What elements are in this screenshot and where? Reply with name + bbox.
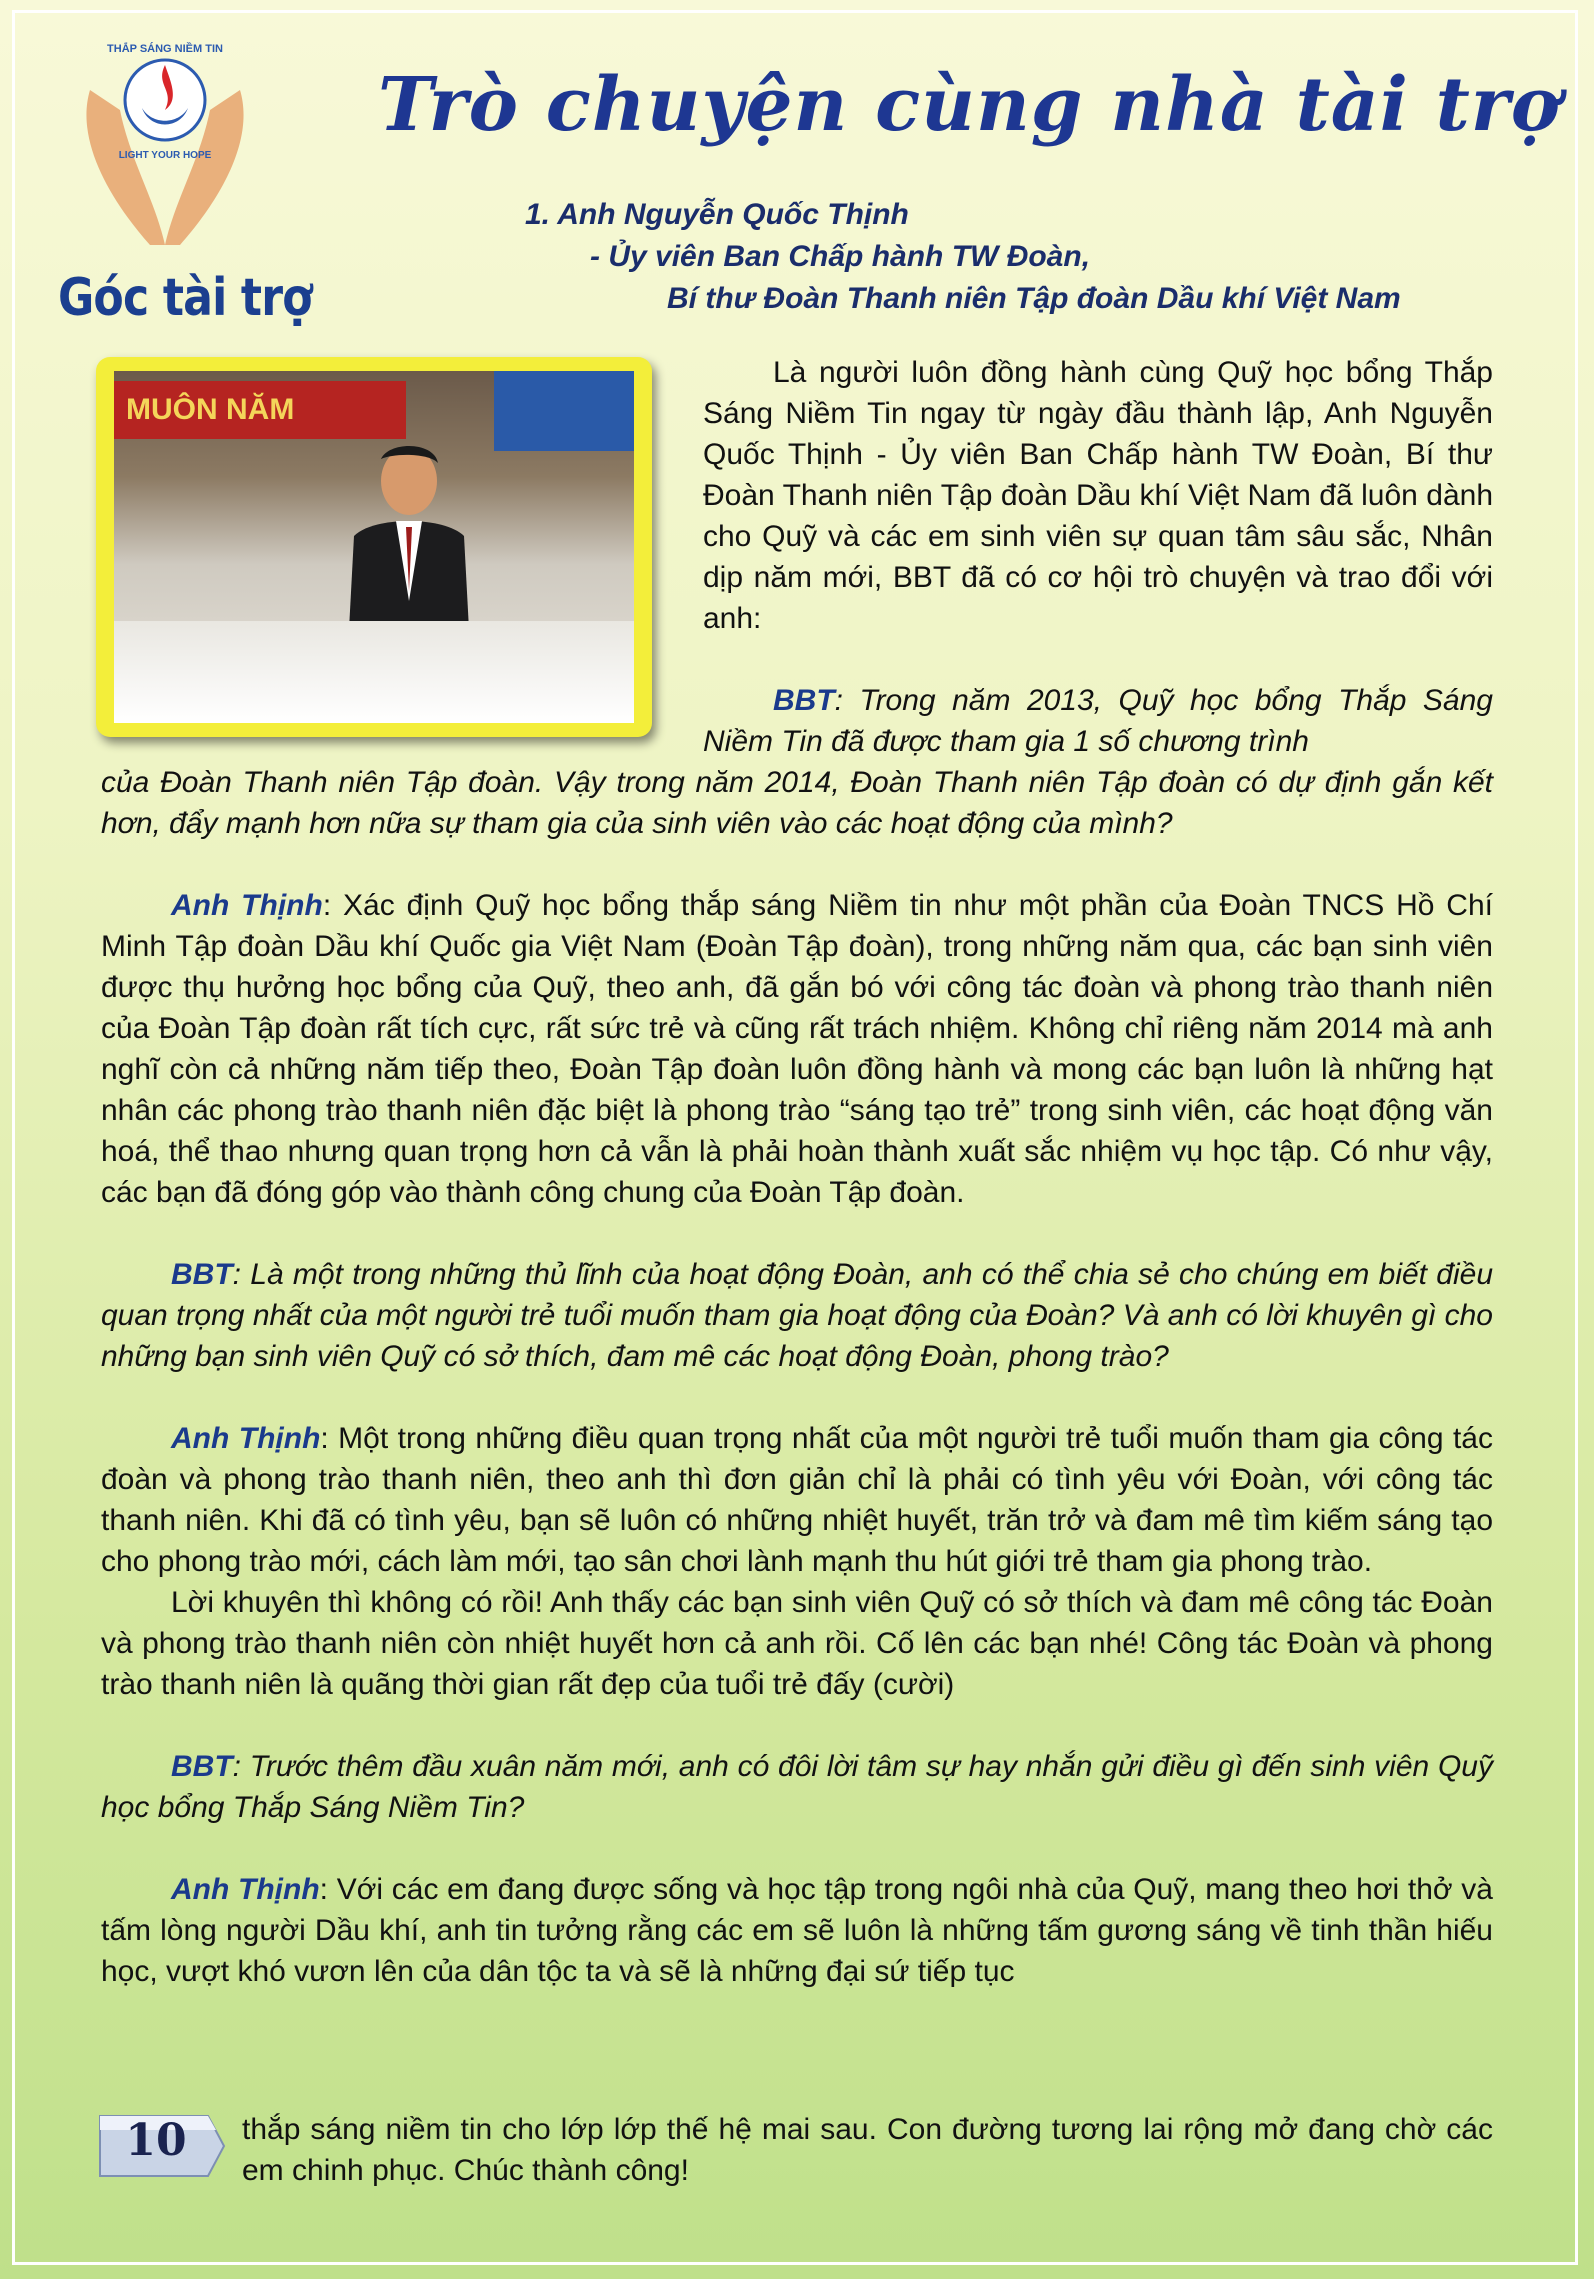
question-3-text: : Trước thêm đầu xuân năm mới, anh có đôi lời tâm sự hay nhắn gửi điều gì đến sinh viên Quỹ học bổng Thắp Sáng Niềm Tin? — [101, 1750, 1493, 1824]
answer-3-end — [242, 2109, 1493, 2191]
answer-2-continued: Lời khuyên thì không có rồi! Anh thấy các bạn sinh viên Quỹ có sở thích và đam mê công tác Đoàn và phong trào thanh niên còn nhiệt huyết hơn cả anh rồi. Cố lên các bạn nhé! Công tác Đoàn và phong trào thanh niên là quãng thời gian rất đẹp của tuổi trẻ đấy (cười) — [101, 1586, 1493, 1701]
speaker-thinh: Anh Thịnh — [171, 1422, 321, 1455]
answer-2-text: : Một trong những điều quan trọng nhất của một người trẻ tuổi muốn tham gia công tác đoàn và phong trào thanh niên, theo anh thì đơn giản chỉ là phải có tình yêu với Đoàn, với công tác thanh niên. Khi đã có tình yêu, bạn sẽ luôn có những nhiệt huyết, trăn trở và đam mê tìm kiếm sáng tạo cho phong trào mới, cách làm mới, tạo sân chơi lành mạnh thu hút giới trẻ tham gia phong trào. — [101, 1422, 1493, 1578]
page-number-box — [96, 2110, 228, 2182]
hands-logo-icon — [70, 30, 260, 260]
speaker-thinh: Anh Thịnh — [171, 1873, 320, 1906]
photo-backdrop — [494, 371, 634, 451]
answer-3-text-b: thắp sáng niềm tin cho lớp lớp thế hệ mai sau. Con đường tương lai rộng mở đang chờ các em chinh phục. Chúc thành công! — [242, 2113, 1493, 2187]
subject-role: - Ủy viên Ban Chấp hành TW Đoàn, — [590, 240, 1091, 273]
question-1-text-b: của Đoàn Thanh niên Tập đoàn. Vậy trong năm 2014, Đoàn Thanh niên Tập đoàn có dự định gắn kết hơn, đẩy mạnh hơn nữa sự tham gia của sinh viên vào các hoạt động của mình? — [101, 766, 1493, 840]
page-number: 10 — [125, 2115, 187, 2166]
photo — [114, 371, 634, 723]
subject-name: 1. Anh Nguyễn Quốc Thịnh — [525, 198, 909, 231]
speaker-bbt: BBT — [171, 1750, 233, 1783]
speaker-thinh: Anh Thịnh — [171, 889, 323, 922]
photo-frame — [96, 357, 652, 737]
intro-paragraph — [703, 352, 1493, 639]
speaker-bbt: BBT — [773, 684, 835, 717]
section-label: Góc tài trợ — [58, 268, 312, 328]
subject-role-2: Bí thư Đoàn Thanh niên Tập đoàn Dầu khí Việt Nam — [667, 282, 1401, 315]
speaker-bbt: BBT — [171, 1258, 233, 1291]
question-2-text: : Là một trong những thủ lĩnh của hoạt động Đoàn, anh có thể chia sẻ cho chúng em biết điều quan trọng nhất của một người trẻ tuổi muốn tham gia hoạt động của Đoàn? Và anh có lời khuyên gì cho những bạn sinh viên Quỹ có sở thích, đam mê các hoạt động Đoàn, phong trào? — [101, 1258, 1493, 1373]
answer-1-text: : Xác định Quỹ học bổng thắp sáng Niềm tin như một phần của Đoàn TNCS Hồ Chí Minh Tập đoàn Dầu khí Quốc gia Việt Nam (Đoàn Tập đoàn), trong những năm qua, các bạn sinh viên được thụ hưởng học bổng của Quỹ, theo anh, đã gắn bó với công tác đoàn và phong trào thanh niên của Đoàn Tập đoàn rất tích cực, rất sức trẻ và cũng rất trách nhiệm. Không chỉ riêng năm 2014 mà anh nghĩ còn cả những năm tiếp theo, Đoàn Tập đoàn luôn đồng hành và mong các bạn luôn là những hạt nhân các phong trào thanh niên đặc biệt là phong trào “sáng tạo trẻ” trong sinh viên, các hoạt động văn hoá, thể thao nhưng quan trọng hơn cả vẫn là phải hoàn thành xuất sắc nhiệm vụ học tập. Có như vậy, các bạn đã đóng góp vào thành công chung của Đoàn Tập đoàn. — [101, 889, 1493, 1209]
page-title: Trò chuyện cùng nhà tài trợ — [378, 62, 1562, 148]
question-1-start — [703, 680, 1493, 762]
logo-text-top: THẮP SÁNG NIỀM TIN — [107, 43, 223, 55]
photo-banner: MUÔN NĂM — [114, 381, 406, 439]
article-body — [101, 762, 1493, 1992]
logo-text-bottom: LIGHT YOUR HOPE — [118, 150, 212, 161]
answer-3-text: : Với các em đang được sống và học tập trong ngôi nhà của Quỹ, mang theo hơi thở và tấm lòng người Dầu khí, anh tin tưởng rằng các em sẽ luôn là những tấm gương sáng về tinh thần hiếu học, vượt khó vươn lên của dân tộc ta và sẽ là những đại sứ tiếp tục — [101, 1873, 1493, 1988]
intro-text: Là người luôn đồng hành cùng Quỹ học bổng Thắp Sáng Niềm Tin ngay từ ngày đầu thành lập, Anh Nguyễn Quốc Thịnh - Ủy viên Ban Chấp hành TW Đoàn, Bí thư Đoàn Thanh niên Tập đoàn Dầu khí Việt Nam đã luôn dành cho Quỹ và các em sinh viên sự quan tâm sâu sắc, Nhân dịp năm mới, BBT đã có cơ hội trò chuyện và trao đổi với anh: — [703, 356, 1493, 635]
photo-table — [114, 621, 634, 723]
logo — [70, 30, 260, 260]
question-1-text-a: : Trong năm 2013, Quỹ học bổng Thắp Sáng Niềm Tin đã được tham gia 1 số chương trình — [703, 684, 1493, 758]
